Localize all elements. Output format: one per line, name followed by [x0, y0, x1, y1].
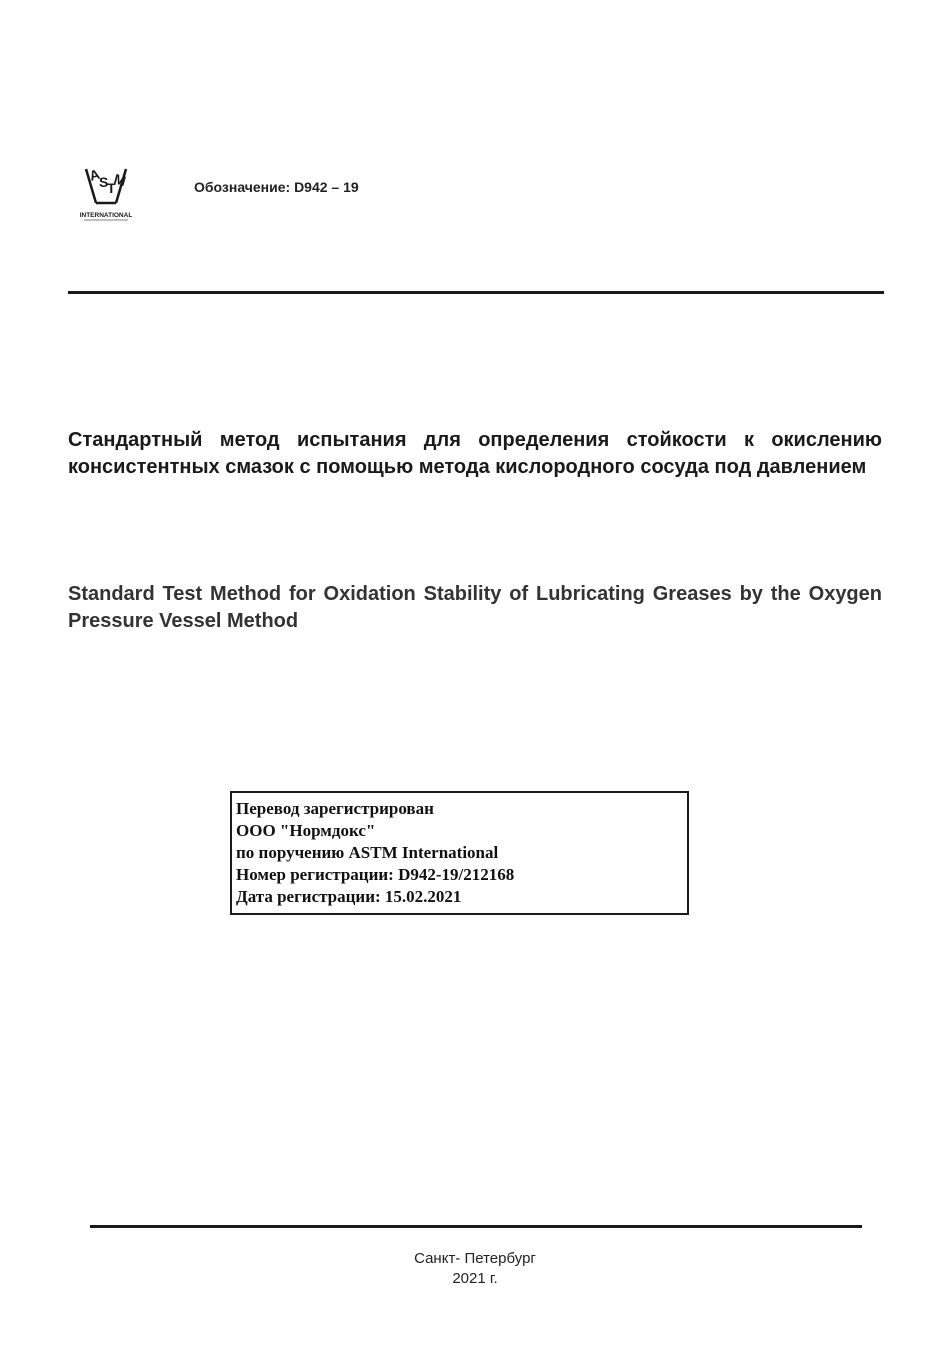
footer-year: 2021 г. [452, 1270, 498, 1287]
registration-line-3: по поручению ASTM International [236, 843, 499, 862]
footer-city: Санкт- Петербург [414, 1250, 536, 1267]
registration-line-2: ООО "Нормдокс" [236, 821, 376, 840]
title-english: Standard Test Method for Oxidation Stability of Lubricating Greases by the Oxygen Pressure Vessel Method [68, 583, 882, 632]
top-divider [68, 291, 884, 294]
svg-text:INTERNATIONAL: INTERNATIONAL [79, 212, 133, 219]
svg-text:S: S [99, 174, 109, 190]
registration-date: Дата регистрации: 15.02.2021 [236, 887, 462, 906]
registration-number: Номер регистрации: D942-19/212168 [236, 865, 515, 884]
svg-text:A: A [87, 165, 102, 184]
registration-line-1: Перевод зарегистрирован [236, 799, 434, 818]
svg-text:M: M [112, 170, 128, 190]
title-russian: Стандартный метод испытания для определения стойкости к окислению консистентных смазок с помощью метода кислородного сосуда под давлением [68, 429, 882, 478]
svg-text:T: T [107, 180, 116, 196]
document-designation: Обозначение: D942 – 19 [194, 179, 359, 195]
footer [0, 1249, 950, 1289]
registration-box [230, 791, 689, 915]
bottom-divider [90, 1225, 862, 1228]
astm-logo-icon [78, 163, 134, 223]
astm-logo [78, 163, 134, 223]
